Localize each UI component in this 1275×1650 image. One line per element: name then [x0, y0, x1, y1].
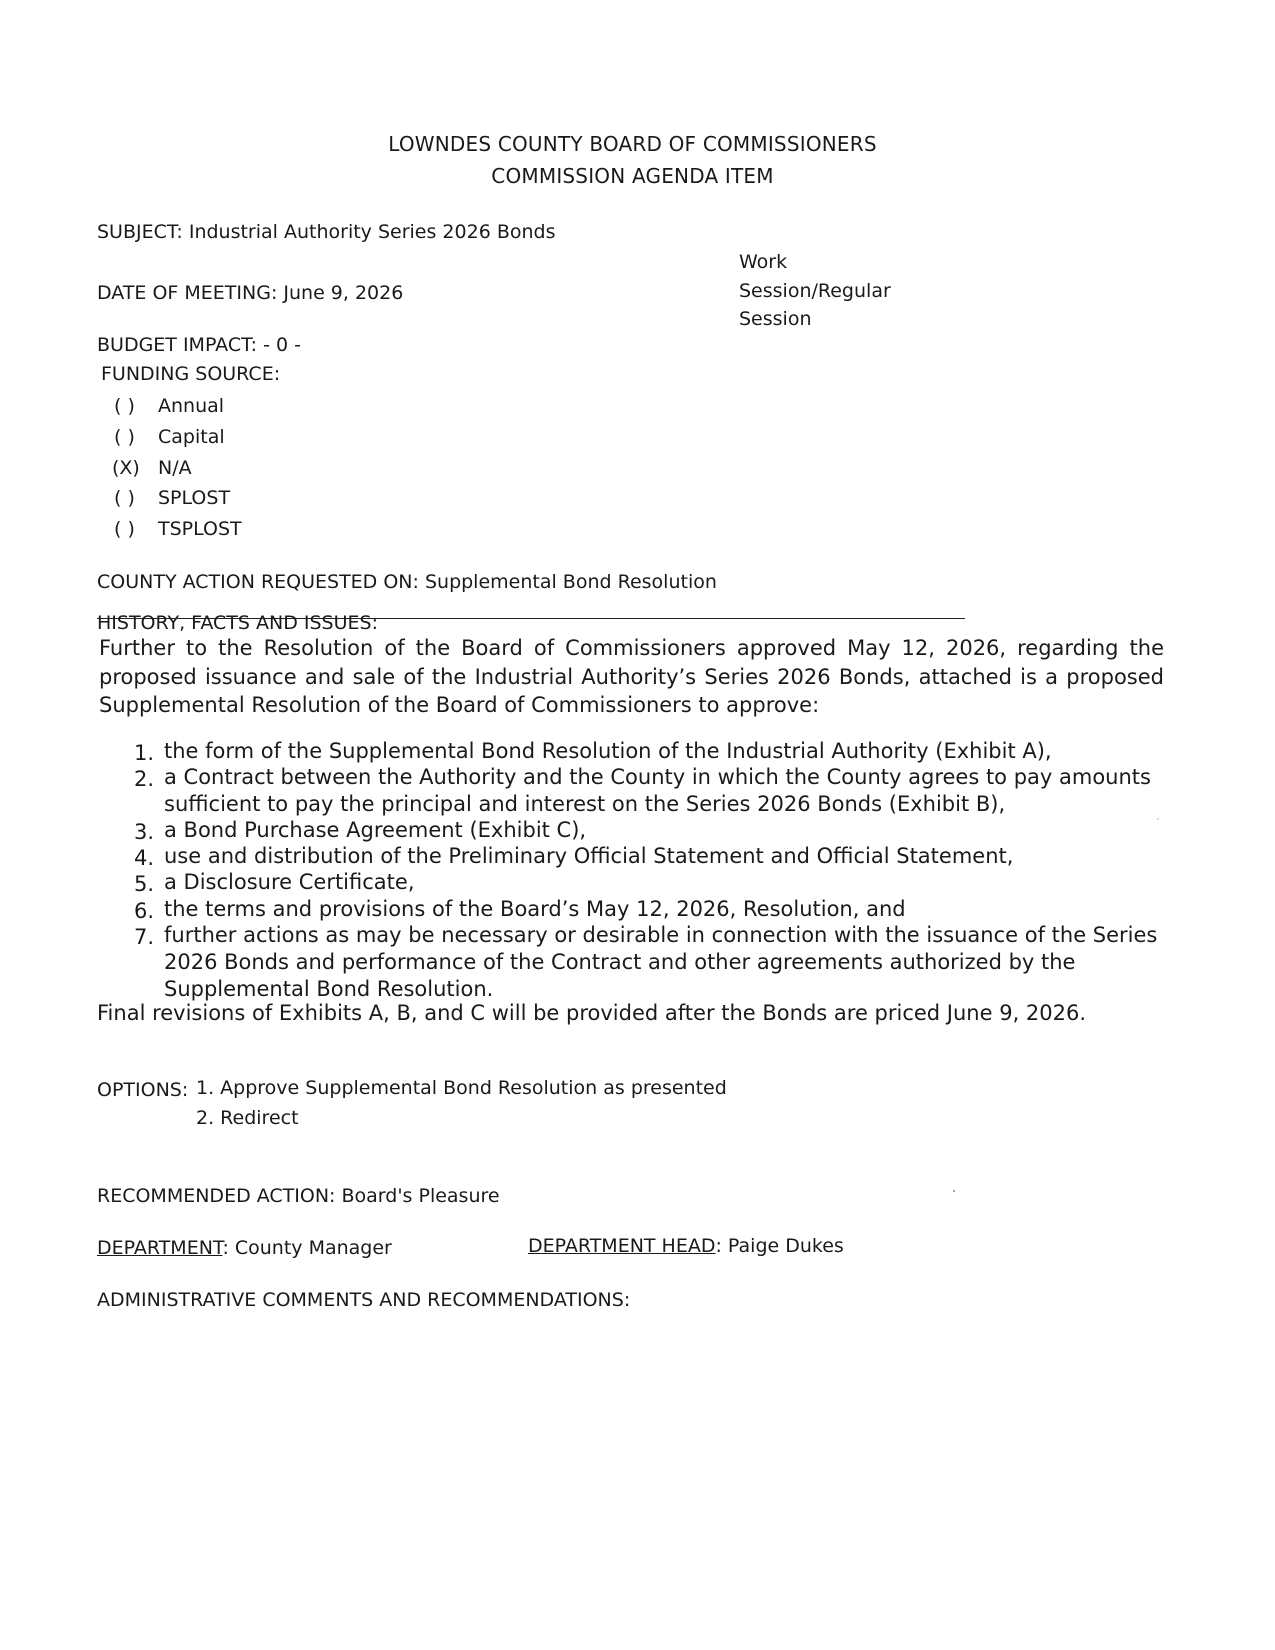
list-item-number: 6.	[133, 899, 154, 923]
options-label: OPTIONS:	[97, 1079, 189, 1101]
department-head-value: : Paige Dukes	[715, 1235, 844, 1257]
list-item-number: 2.	[133, 767, 154, 791]
list-item-text: a Contract between the Authority and the County in which the County agrees to pay amounts	[164, 765, 1151, 789]
meeting-date: DATE OF MEETING: June 9, 2026	[97, 282, 404, 304]
budget-impact: BUDGET IMPACT: - 0 -	[97, 334, 301, 356]
session-line-1: Work	[739, 251, 788, 273]
list-item-text: a Bond Purchase Agreement (Exhibit C),	[164, 818, 587, 842]
funding-option-label: TSPLOST	[158, 518, 242, 540]
funding-option-label: Annual	[158, 395, 225, 417]
session-line-3: Session	[739, 308, 812, 330]
final-revisions-note: Final revisions of Exhibits A, B, and C will be provided after the Bonds are priced June 9, 2026.	[97, 1001, 1087, 1025]
list-item-text: use and distribution of the Preliminary Official Statement and Official Statement,	[164, 844, 1014, 868]
list-item-number: 7.	[133, 925, 154, 949]
document-subtitle: COMMISSION AGENDA ITEM	[491, 164, 774, 188]
list-item-text: sufficient to pay the principal and interest on the Series 2026 Bonds (Exhibit B),	[164, 792, 1006, 816]
list-item-number: 1.	[133, 741, 154, 765]
county-action-requested: COUNTY ACTION REQUESTED ON: Supplemental Bond Resolution	[97, 571, 717, 593]
list-item-text: Supplemental Bond Resolution.	[164, 977, 494, 1001]
list-item-text: 2026 Bonds and performance of the Contract and other agreements authorized by the	[164, 950, 1076, 974]
option-item: 2. Redirect	[196, 1107, 299, 1129]
list-item-number: 5.	[133, 872, 154, 896]
list-item-number: 4.	[133, 846, 154, 870]
list-item-text: a Disclosure Certificate,	[164, 870, 415, 894]
funding-option-mark: ( )	[114, 426, 135, 448]
funding-option-mark: ( )	[114, 487, 135, 509]
funding-option-mark: ( )	[114, 518, 135, 540]
list-item-text: further actions as may be necessary or desirable in connection with the issuance of the Series	[164, 923, 1158, 947]
funding-option-label: SPLOST	[158, 487, 231, 509]
subject-line: SUBJECT: Industrial Authority Series 2026 Bonds	[97, 221, 556, 243]
department-head-label: DEPARTMENT HEAD	[528, 1235, 716, 1257]
recommended-action: RECOMMENDED ACTION: Board's Pleasure	[97, 1185, 500, 1207]
list-item-text: the form of the Supplemental Bond Resolution of the Industrial Authority (Exhibit A),	[164, 739, 1052, 763]
funding-option-label: Capital	[158, 426, 225, 448]
department-row	[97, 1237, 392, 1259]
scan-speck	[1157, 818, 1159, 820]
funding-option-mark: ( )	[114, 395, 135, 417]
list-item-number: 3.	[133, 820, 154, 844]
funding-option-label: N/A	[158, 457, 192, 479]
history-paragraph: Further to the Resolution of the Board of Commissioners approved May 12, 2026, regarding the proposed issuance and sale of the Industrial Authority’s Series 2026 Bonds, attached is a proposed Supplemental Resolution of the Board of Commissioners to approve:	[99, 636, 1164, 717]
funding-option-mark: (X)	[112, 457, 140, 479]
funding-source-label: FUNDING SOURCE:	[101, 363, 281, 385]
department-label: DEPARTMENT	[97, 1237, 223, 1259]
administrative-comments-label: ADMINISTRATIVE COMMENTS AND RECOMMENDATIONS:	[97, 1289, 631, 1311]
session-line-2: Session/Regular	[739, 280, 891, 302]
document-title: LOWNDES COUNTY BOARD OF COMMISSIONERS	[388, 132, 877, 156]
history-label: HISTORY, FACTS AND ISSUES:	[97, 612, 378, 634]
list-item-text: the terms and provisions of the Board’s May 12, 2026, Resolution, and	[164, 897, 906, 921]
scan-speck	[953, 1190, 955, 1192]
department-value: : County Manager	[222, 1237, 392, 1259]
department-head-row	[528, 1235, 844, 1257]
option-item: 1. Approve Supplemental Bond Resolution as presented	[196, 1077, 727, 1099]
